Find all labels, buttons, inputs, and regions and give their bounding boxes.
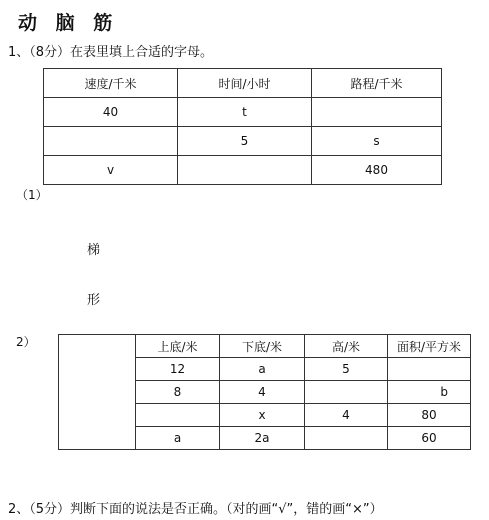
table-cell: 2a [220, 427, 305, 450]
table-cell: 5 [178, 127, 312, 156]
table-cell: b [388, 381, 471, 404]
table-cell: 12 [136, 358, 220, 381]
table-cell: t [178, 98, 312, 127]
table-cell: a [220, 358, 305, 381]
table-cell [312, 98, 442, 127]
trapezoid-table [58, 243, 471, 450]
table-cell [305, 427, 388, 450]
table-cell [178, 156, 312, 185]
trapezoid-char-1: 梯 [87, 243, 101, 258]
header-bottom-base: 下底/米 [220, 335, 305, 358]
header-area: 面积/平方米 [388, 335, 471, 358]
table-row [44, 156, 442, 185]
table-header-row [59, 335, 471, 358]
table-cell: 80 [388, 404, 471, 427]
table-header-row [44, 69, 442, 98]
table-cell: 40 [44, 98, 178, 127]
header-top-base: 上底/米 [136, 335, 220, 358]
table-cell [388, 358, 471, 381]
table-cell [136, 404, 220, 427]
speed-time-distance-table [43, 68, 442, 185]
header-distance: 路程/千米 [312, 69, 442, 98]
question-2-label: 2） [16, 335, 36, 349]
table-cell: 60 [388, 427, 471, 450]
question-1-prompt: 1、（8分）在表里填上合适的字母。 [8, 45, 214, 60]
table-row [44, 127, 442, 156]
trapezoid-char-2: 形 [87, 293, 101, 308]
table-cell: x [220, 404, 305, 427]
table-cell: 4 [305, 404, 388, 427]
table-cell [305, 381, 388, 404]
question-3-prompt: 2、（5分）判断下面的说法是否正确。（对的画“√”，错的画“×”） [8, 502, 383, 517]
table-row [44, 98, 442, 127]
header-height: 高/米 [305, 335, 388, 358]
table-cell: v [44, 156, 178, 185]
trapezoid-label-cell [59, 243, 136, 450]
table-cell: 480 [312, 156, 442, 185]
page-title: 动 脑 筋 [18, 12, 119, 34]
sub-question-label: （1） [16, 188, 48, 202]
table-cell: s [312, 127, 442, 156]
table-cell: 8 [136, 381, 220, 404]
table-cell: 5 [305, 358, 388, 381]
table-cell: 4 [220, 381, 305, 404]
table-cell: a [136, 427, 220, 450]
header-speed: 速度/千米 [44, 69, 178, 98]
table-cell [44, 127, 178, 156]
header-time: 时间/小时 [178, 69, 312, 98]
